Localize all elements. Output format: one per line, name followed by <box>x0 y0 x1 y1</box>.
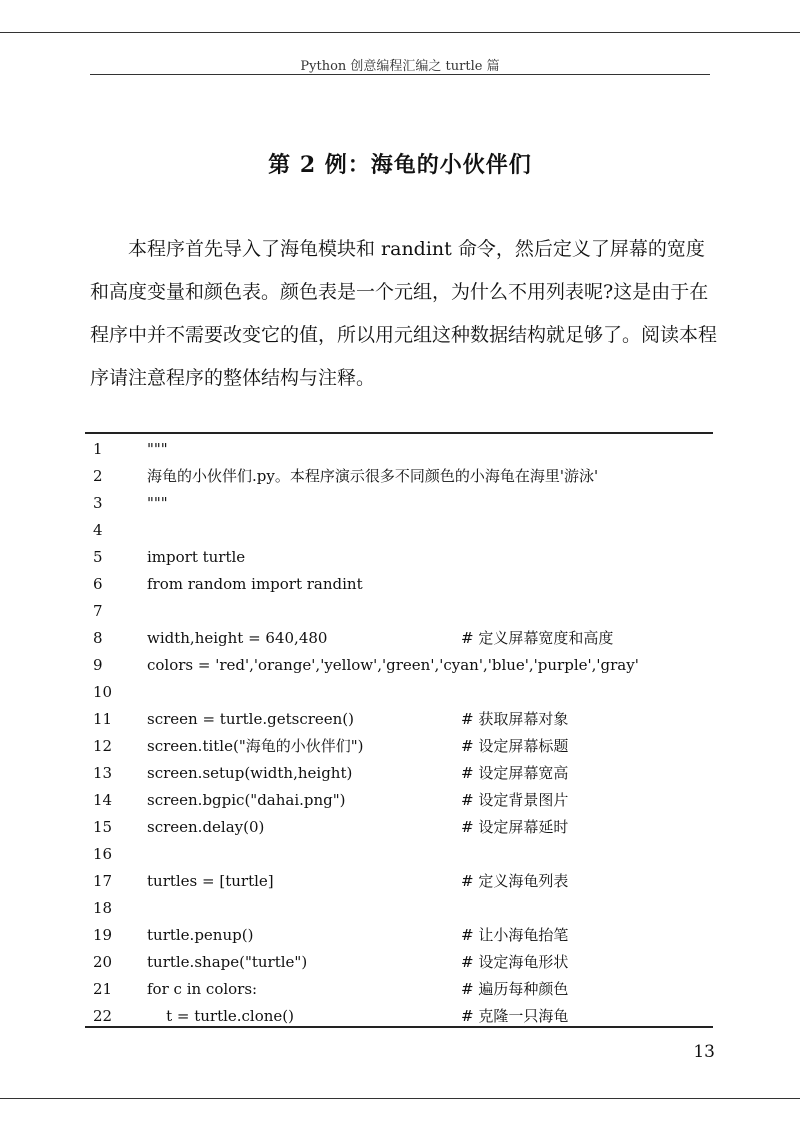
code-listing <box>85 436 713 1030</box>
code-line <box>85 652 713 679</box>
code-text: width,height = 640,480 <box>147 629 328 647</box>
code-text: screen.bgpic("dahai.png") <box>147 791 346 809</box>
line-number: 17 <box>93 872 113 890</box>
line-number: 1 <box>93 440 103 458</box>
code-line <box>85 949 713 976</box>
code-comment: # 设定屏幕延时 <box>461 818 569 836</box>
code-text: screen.title("海龟的小伙伴们") <box>147 737 364 755</box>
code-text: screen = turtle.getscreen() <box>147 710 355 728</box>
code-top-rule <box>85 432 713 434</box>
code-text: import turtle <box>147 548 246 566</box>
line-number: 19 <box>93 926 113 944</box>
line-number: 3 <box>93 494 103 512</box>
code-line <box>85 625 713 652</box>
code-line <box>85 922 713 949</box>
code-comment: # 设定海龟形状 <box>461 953 569 971</box>
code-text: turtle.penup() <box>147 926 254 944</box>
code-comment: # 设定屏幕标题 <box>461 737 569 755</box>
page-number: 13 <box>693 1042 715 1062</box>
line-number: 14 <box>93 791 113 809</box>
code-line <box>85 598 713 625</box>
code-comment: # 定义屏幕宽度和高度 <box>461 629 614 647</box>
code-comment: # 遍历每种颜色 <box>461 980 569 998</box>
code-line <box>85 517 713 544</box>
line-number: 10 <box>93 683 113 701</box>
code-line <box>85 895 713 922</box>
intro-paragraph: 本程序首先导入了海龟模块和 randint 命令，然后定义了屏幕的宽度和高度变量和颜色表。颜色表是一个元组，为什么不用列表呢?这是由于在程序中并不需要改变它的值，所以用元组这种数据结构就足够了。阅读本程序请注意程序的整体结构与注释。 <box>90 238 718 389</box>
line-number: 4 <box>93 521 103 539</box>
code-line <box>85 706 713 733</box>
bottom-border <box>0 1098 800 1099</box>
code-line <box>85 733 713 760</box>
line-number: 7 <box>93 602 103 620</box>
code-line <box>85 463 713 490</box>
code-line <box>85 544 713 571</box>
code-text: 海龟的小伙伴们.py。本程序演示很多不同颜色的小海龟在海里'游泳' <box>147 467 599 485</box>
line-number: 16 <box>93 845 113 863</box>
code-bottom-rule <box>85 1026 713 1028</box>
line-number: 18 <box>93 899 113 917</box>
code-comment: # 设定背景图片 <box>461 791 569 809</box>
code-line <box>85 841 713 868</box>
top-border <box>0 32 800 33</box>
code-text: for c in colors: <box>147 980 258 998</box>
line-number: 5 <box>93 548 103 566</box>
line-number: 15 <box>93 818 113 836</box>
line-number: 22 <box>93 1007 113 1025</box>
line-number: 20 <box>93 953 113 971</box>
code-text: """ <box>147 494 168 512</box>
code-line <box>85 787 713 814</box>
code-line <box>85 868 713 895</box>
line-number: 8 <box>93 629 103 647</box>
intro-section <box>90 228 718 400</box>
running-header: Python 创意编程汇编之 turtle 篇 <box>300 59 500 74</box>
line-number: 2 <box>93 467 103 485</box>
code-text: from random import randint <box>147 575 363 593</box>
code-text: screen.setup(width,height) <box>147 764 353 782</box>
code-line <box>85 760 713 787</box>
code-comment: # 定义海龟列表 <box>461 872 569 890</box>
line-number: 9 <box>93 656 103 674</box>
code-text: t = turtle.clone() <box>147 1007 295 1025</box>
code-line <box>85 490 713 517</box>
code-comment: # 克隆一只海龟 <box>461 1007 569 1025</box>
line-number: 12 <box>93 737 113 755</box>
code-text: screen.delay(0) <box>147 818 265 836</box>
code-line <box>85 679 713 706</box>
code-line <box>85 814 713 841</box>
code-text: """ <box>147 440 168 458</box>
line-number: 11 <box>93 710 113 728</box>
code-comment: # 获取屏幕对象 <box>461 710 569 728</box>
code-line <box>85 571 713 598</box>
line-number: 21 <box>93 980 113 998</box>
line-number: 6 <box>93 575 103 593</box>
code-line <box>85 436 713 463</box>
line-number: 13 <box>93 764 113 782</box>
code-line <box>85 976 713 1003</box>
code-comment: # 让小海龟抬笔 <box>461 926 569 944</box>
chapter-title: 第 2 例：海龟的小伙伴们 <box>268 152 532 178</box>
header-rule <box>90 74 710 75</box>
code-comment: # 设定屏幕宽高 <box>461 764 569 782</box>
code-text: colors = 'red','orange','yellow','green','cyan','blue','purple','gray' <box>147 656 639 674</box>
code-text: turtle.shape("turtle") <box>147 953 308 971</box>
code-text: turtles = [turtle] <box>147 872 274 890</box>
